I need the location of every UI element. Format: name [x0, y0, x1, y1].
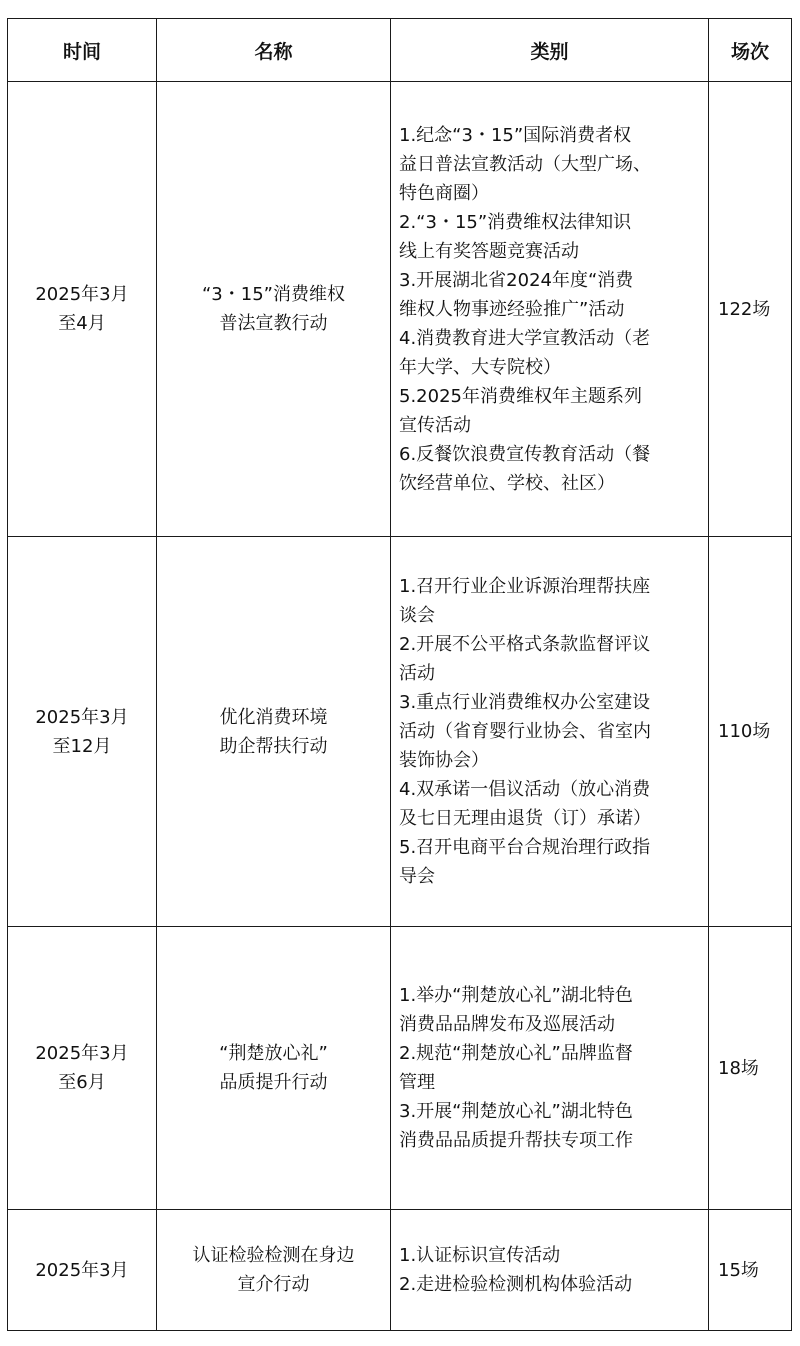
category-item	[399, 1039, 702, 1097]
category-line: 1.纪念“3・15”国际消费者权	[399, 124, 632, 146]
header-name: 名称	[157, 19, 391, 82]
name-line: 助企帮扶行动	[219, 735, 328, 757]
category-line: 3.开展湖北省2024年度“消费	[399, 269, 634, 291]
category-cell	[391, 537, 709, 927]
category-cell	[391, 82, 709, 537]
category-line: 特色商圈）	[399, 182, 489, 204]
category-item	[399, 775, 702, 833]
category-line: 消费品品牌发布及巡展活动	[399, 1014, 615, 1035]
category-line: 4.消费教育进大学宣教活动（老	[399, 327, 651, 349]
table-header-row	[8, 19, 792, 82]
table-row	[8, 82, 792, 537]
table-row	[8, 1210, 792, 1331]
name-cell	[157, 927, 391, 1210]
category-line: 线上有奖答题竞赛活动	[399, 240, 579, 262]
category-item	[399, 981, 702, 1039]
name-line: 认证检验检测在身边	[192, 1245, 355, 1266]
name-line: 品质提升行动	[219, 1072, 328, 1093]
count-cell: 110场	[709, 537, 792, 927]
category-line: 3.开展“荆楚放心礼”湖北特色	[399, 1101, 633, 1122]
name-line: “3・15”消费维权	[201, 284, 345, 305]
name-cell	[157, 82, 391, 537]
activity-table	[7, 18, 792, 1331]
name-line: 普法宣教行动	[219, 313, 328, 334]
time-line: 至12月	[52, 735, 112, 757]
category-item	[399, 121, 702, 208]
time-line: 2025年3月	[35, 1259, 129, 1281]
time-line: 至6月	[58, 1072, 106, 1093]
count-cell: 122场	[709, 82, 792, 537]
category-line: 装饰协会）	[399, 750, 489, 771]
category-line: 2.规范“荆楚放心礼”品牌监督	[399, 1043, 633, 1064]
category-cell	[391, 1210, 709, 1331]
category-line: 2.开展不公平格式条款监督评议	[399, 634, 651, 655]
header-count: 场次	[709, 19, 792, 82]
time-line: 2025年3月	[35, 1043, 129, 1064]
header-time: 时间	[8, 19, 157, 82]
category-line: 5.召开电商平台合规治理行政指	[399, 837, 651, 858]
category-item	[399, 1097, 702, 1155]
name-line: 优化消费环境	[219, 706, 328, 728]
category-line: 6.反餐饮浪费宣传教育活动（餐	[399, 443, 651, 465]
name-cell	[157, 1210, 391, 1331]
name-line: “荆楚放心礼”	[219, 1043, 328, 1064]
category-item	[399, 440, 702, 498]
time-line: 2025年3月	[35, 284, 129, 305]
time-line: 至4月	[58, 313, 106, 334]
count-cell: 15场	[709, 1210, 792, 1331]
category-line: 谈会	[399, 605, 435, 626]
category-line: 2.“3・15”消费维权法律知识	[399, 211, 632, 233]
count-cell: 18场	[709, 927, 792, 1210]
category-line: 3.重点行业消费维权办公室建设	[399, 692, 651, 713]
time-cell	[8, 1210, 157, 1331]
category-item	[399, 382, 702, 440]
category-line: 活动	[399, 663, 435, 684]
table-row	[8, 537, 792, 927]
category-line: 饮经营单位、学校、社区）	[399, 472, 615, 494]
time-cell	[8, 927, 157, 1210]
name-cell	[157, 537, 391, 927]
category-line: 年大学、大专院校）	[399, 356, 561, 378]
category-line: 维权人物事迹经验推广”活动	[399, 298, 625, 320]
category-line: 益日普法宣教活动（大型广场、	[399, 153, 651, 175]
category-line: 消费品品质提升帮扶专项工作	[399, 1130, 633, 1151]
category-line: 及七日无理由退货（订）承诺）	[399, 808, 651, 829]
category-line: 管理	[399, 1072, 435, 1093]
name-line: 宣介行动	[237, 1274, 310, 1295]
category-item	[399, 630, 702, 688]
time-cell	[8, 82, 157, 537]
category-line: 导会	[399, 866, 435, 887]
time-cell	[8, 537, 157, 927]
header-category: 类别	[391, 19, 709, 82]
category-item	[399, 208, 702, 266]
category-line: 4.双承诺一倡议活动（放心消费	[399, 779, 651, 800]
category-line: 1.认证标识宣传活动	[399, 1245, 561, 1266]
category-cell	[391, 927, 709, 1210]
table-row	[8, 927, 792, 1210]
category-line: 宣传活动	[399, 414, 471, 436]
category-item	[399, 1270, 702, 1299]
category-item	[399, 324, 702, 382]
category-item	[399, 572, 702, 630]
category-line: 1.举办“荆楚放心礼”湖北特色	[399, 985, 633, 1006]
category-item	[399, 266, 702, 324]
category-line: 2.走进检验检测机构体验活动	[399, 1274, 633, 1295]
category-line: 1.召开行业企业诉源治理帮扶座	[399, 576, 651, 597]
category-item	[399, 1241, 702, 1270]
category-line: 活动（省育婴行业协会、省室内	[399, 721, 651, 742]
category-item	[399, 688, 702, 775]
category-item	[399, 833, 702, 891]
category-line: 5.2025年消费维权年主题系列	[399, 385, 642, 407]
time-line: 2025年3月	[35, 706, 129, 728]
